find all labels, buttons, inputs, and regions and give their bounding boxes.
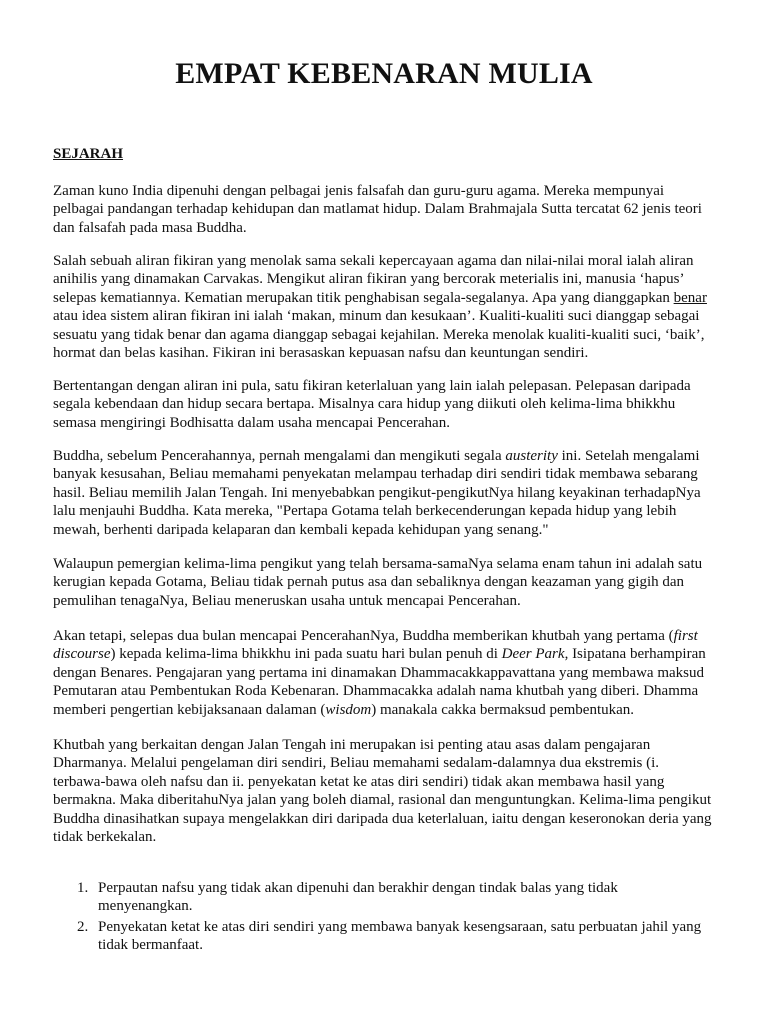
- text-line: Salah sebuah aliran fikiran yang menolak sama sekali kepercayaan agama dan nilai-nilai moral ialah aliran: [53, 253, 694, 269]
- text-line: [53, 627, 718, 645]
- list-item-line: menyenangkan.: [98, 898, 193, 915]
- paragraph-6: [53, 627, 718, 719]
- text-run: ) kepada kelima-lima bhikkhu ini pada suatu hari bulan penuh di: [110, 646, 502, 663]
- text-line: Bertentangan dengan aliran ini pula, satu fikiran keterlaluan yang lain ialah pelepasan. Pelepasan daripada: [53, 378, 691, 394]
- text-line: lalu menjauhi Buddha. Kata mereka, "Pertapa Gotama telah berkecenderungan kepada hidup yang lebih: [53, 503, 677, 520]
- list-number: 1.: [77, 880, 89, 896]
- emphasis-text: first: [673, 628, 698, 644]
- numbered-list: [53, 879, 718, 957]
- text-line: Dharmanya. Melalui pengelaman diri sendiri, Beliau memahami sedalam-dalamnya dua ekstremis (i.: [53, 755, 660, 772]
- document-title: EMPAT KEBENARAN MULIA: [175, 57, 593, 90]
- text-line: dengan Benares. Pengajaran yang pertama ini dinamakan Dhammacakkappavattana yang membawa maksud: [53, 664, 704, 681]
- text-line: tidak berkekalan.: [53, 829, 157, 846]
- text-run: Buddha, sebelum Pencerahannya, pernah mengalami dan mengikuti segala: [53, 448, 506, 464]
- emphasis-text: wisdom: [325, 701, 372, 718]
- emphasis-text: discourse: [53, 646, 111, 663]
- text-line: [53, 447, 718, 465]
- text-run: Akan tetapi, selepas dua bulan mencapai PencerahanNya, Buddha memberikan khutbah yang pertama (: [53, 628, 674, 644]
- list-item-line: Penyekatan ketat ke atas diri sendiri yang membawa banyak kesengsaraan, satu perbuatan jahil yang: [98, 918, 702, 935]
- text-line: atau idea sistem aliran fikiran ini ialah ‘makan, minum dan kesukaan’. Kualiti-kualiti suci dianggap sebagai: [53, 308, 700, 325]
- text-line: [53, 701, 718, 719]
- emphasis-text: austerity: [505, 448, 558, 464]
- text-run: ini. Setelah mengalami: [557, 448, 700, 464]
- text-line: [53, 289, 718, 307]
- text-line: Walaupun pemergian kelima-lima pengikut yang telah bersama-samaNya selama enam tahun ini adalah satu: [53, 556, 703, 572]
- text-run: ) manakala cakka bermaksud pembentukan.: [371, 701, 635, 718]
- text-line: [53, 645, 718, 663]
- text-line: semasa mengiringi Bodhisatta dalam usaha mencapai Pencerahan.: [53, 414, 450, 431]
- text-line: terbawa-bawa oleh nafsu dan ii. penyekatan ketat ke atas diri sendiri) tidak akan membawa hasil yang: [53, 773, 665, 790]
- text-run: memberi pengertian kebijaksanaan dalaman (: [53, 701, 326, 718]
- text-line: pelbagai pandangan terhadap kehidupan dan matlamat hidup. Dalam Brahmajala Sutta tercatat 62 jenis teori: [53, 201, 702, 218]
- paragraph-1: [53, 182, 718, 237]
- text-line: sesuatu yang tidak benar dan agama dianggap sebagai kejahilan. Mereka menolak kualiti-kualiti suci, ‘baik’,: [53, 326, 705, 343]
- paragraph-4: [53, 447, 718, 539]
- list-number: 2.: [77, 918, 89, 935]
- text-line: banyak kesusahan, Beliau memahami penyekatan melampau terhadap diri sendiri tidak membawa sebarang: [53, 466, 698, 483]
- text-line: mewah, berhenti daripada kelaparan dan kembali kepada kehidupan yang senang.": [53, 521, 549, 538]
- list-item: [53, 879, 718, 916]
- paragraph-3: [53, 377, 718, 432]
- text-line: hormat dan belas kasihan. Fikiran ini berasaskan kepuasan nafsu dan keuntungan sendiri.: [53, 345, 589, 362]
- text-line: anihilis yang dinamakan Carvakas. Mengikut aliran fikiran yang bercorak meterialis ini, manusia ‘hapus’: [53, 271, 685, 288]
- paragraph-2: [53, 252, 718, 362]
- paragraph-7: [53, 736, 718, 846]
- text-line: Buddha dinasihatkan supaya mengelakkan diri daripada dua keterlaluan, iaitu dengan keseronokan deria yang: [53, 810, 712, 827]
- paragraph-5: [53, 555, 718, 610]
- text-run: , Isipatana berhampiran: [564, 646, 706, 663]
- text-line: hasil. Beliau memilih Jalan Tengah. Ini menyebabkan pengikut-pengikutNya hilang keyakinan terhadapNya: [53, 484, 701, 501]
- list-item-line: tidak bermanfaat.: [98, 937, 203, 954]
- text-line: pemulihan tenagaNya, Beliau meneruskan usaha untuk mencapai Pencerahan.: [53, 592, 521, 609]
- text-line: bermakna. Maka diberitahuNya jalan yang boleh diamal, rasional dan menguntungkan. Kelima-lima pengikut: [53, 792, 712, 809]
- section-heading: SEJARAH: [53, 146, 124, 162]
- text-run: selepas kematiannya. Kematian merupakan titik penghabisan segala-segalanya. Apa yang dianggapkan: [53, 289, 674, 306]
- list-item: [53, 918, 718, 955]
- list-item-line: Perpautan nafsu yang tidak akan dipenuhi dan berakhir dengan tindak balas yang tidak: [98, 880, 618, 896]
- text-line: Pemutaran atau Pembentukan Roda Kebenaran. Dhammacakka adalah nama khutbah yang diberi. Dhamma: [53, 683, 699, 700]
- text-line: segala kebendaan dan hidup secara bertapa. Misalnya cara hidup yang diikuti oleh kelima-lima bhikkhu: [53, 396, 676, 413]
- text-line: kerugian kepada Gotama, Beliau tidak pernah putus asa dan sebaliknya dengan keazaman yang gigih dan: [53, 574, 685, 591]
- benar-link[interactable]: benar: [673, 289, 707, 306]
- emphasis-text: Deer Park: [501, 646, 565, 663]
- text-line: Zaman kuno India dipenuhi dengan pelbagai jenis falsafah dan guru-guru agama. Mereka mempunyai: [53, 183, 665, 199]
- text-line: Khutbah yang berkaitan dengan Jalan Tengah ini merupakan isi penting atau asas dalam pengajaran: [53, 737, 651, 753]
- text-line: dan falsafah pada masa Buddha.: [53, 219, 247, 236]
